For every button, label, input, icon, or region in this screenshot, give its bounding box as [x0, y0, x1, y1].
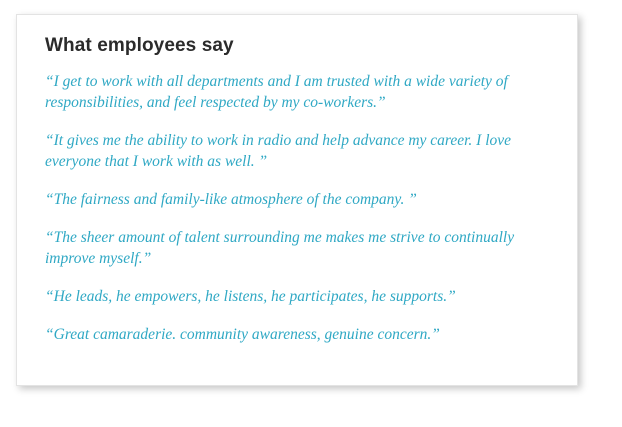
list-item: “The sheer amount of talent surrounding me makes me strive to continually improve myself.”: [45, 229, 515, 267]
list-item: “It gives me the ability to work in radio and help advance my career. I love everyone that I work with as well. ”: [45, 132, 512, 170]
employee-quotes-card: [16, 14, 578, 386]
quote-list: [45, 71, 549, 345]
list-item: “He leads, he empowers, he listens, he participates, he supports.”: [45, 288, 456, 305]
page-title: What employees say: [45, 35, 234, 56]
list-item: “I get to work with all departments and I am trusted with a wide variety of responsibilities, and feel respected by my co-workers.”: [45, 73, 508, 111]
list-item: “Great camaraderie. community awareness, genuine concern.”: [45, 326, 440, 343]
list-item: “The fairness and family-like atmosphere of the company. ”: [45, 191, 417, 208]
